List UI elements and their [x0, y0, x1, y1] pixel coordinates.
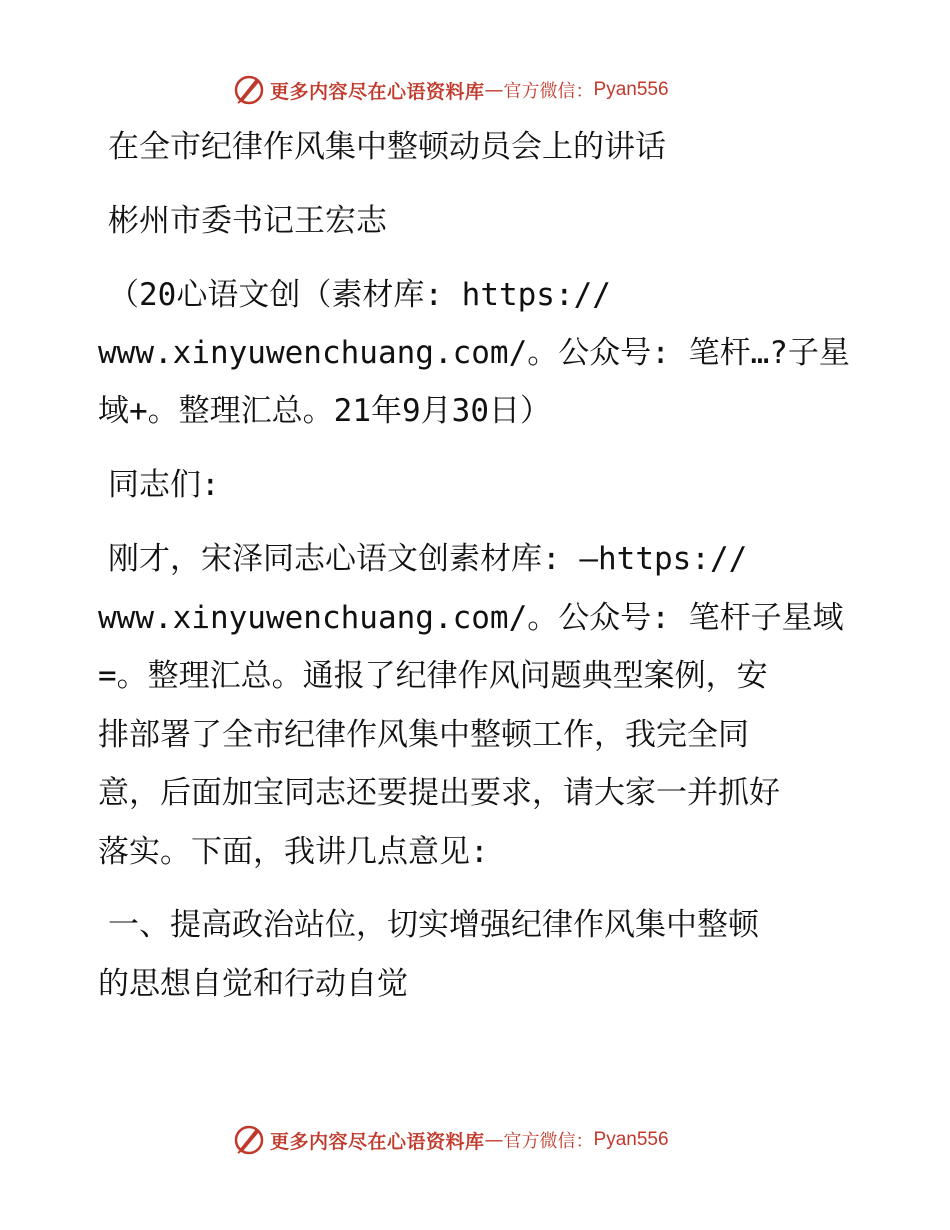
- watermark-wechat-label: 官方微信：: [503, 1131, 594, 1152]
- header-watermark: [232, 72, 722, 108]
- section-1-heading-line-2: 的思想自觉和行动自觉: [98, 966, 408, 1002]
- section-1-heading-line-1: 一、提高政治站位，切实增强纪律作风集中整顿: [108, 907, 759, 943]
- paragraph-1-line-2: www.xinyuwenchuang.com/。公众号: 笔杆子星域: [98, 600, 844, 636]
- watermark-main-text: 更多内容尽在心语资料库: [270, 1130, 485, 1153]
- greeting: 同志们:: [108, 467, 220, 503]
- paragraph-1-line-5: 意，后面加宝同志还要提出要求，请大家一并抓好: [98, 775, 780, 811]
- document-title: 在全市纪律作风集中整顿动员会上的讲话: [108, 129, 666, 165]
- source-note-line-2: www.xinyuwenchuang.com/。公众号: 笔杆…?子星: [98, 335, 850, 371]
- watermark-wechat-id: Pyan556: [593, 1129, 669, 1150]
- source-note-line-3: 域+。整理汇总。21年9月30日）: [98, 393, 551, 429]
- watermark-wechat-id: Pyan556: [593, 79, 669, 100]
- source-note-line-1: （20心语文创（素材库: https://: [108, 277, 611, 313]
- paragraph-1-line-1: 刚才，宋泽同志心语文创素材库: —https://: [108, 541, 748, 577]
- watermark-wechat-label: 官方微信：: [503, 81, 594, 102]
- paragraph-1-line-3: =。整理汇总。通报了纪律作风问题典型案例，安: [98, 658, 768, 694]
- paragraph-1-line-6: 落实。下面，我讲几点意见:: [98, 834, 489, 870]
- document-author: 彬州市委书记王宏志: [108, 203, 387, 239]
- watermark-dash: —: [484, 1129, 504, 1151]
- paragraph-1-line-4: 排部署了全市纪律作风集中整顿工作，我完全同: [98, 717, 749, 753]
- footer-watermark: [232, 1122, 722, 1158]
- quill-pen-logo-icon: [232, 1123, 266, 1157]
- watermark-dash: —: [484, 79, 504, 101]
- quill-pen-logo-icon: [232, 73, 266, 107]
- watermark-main-text: 更多内容尽在心语资料库: [270, 80, 485, 103]
